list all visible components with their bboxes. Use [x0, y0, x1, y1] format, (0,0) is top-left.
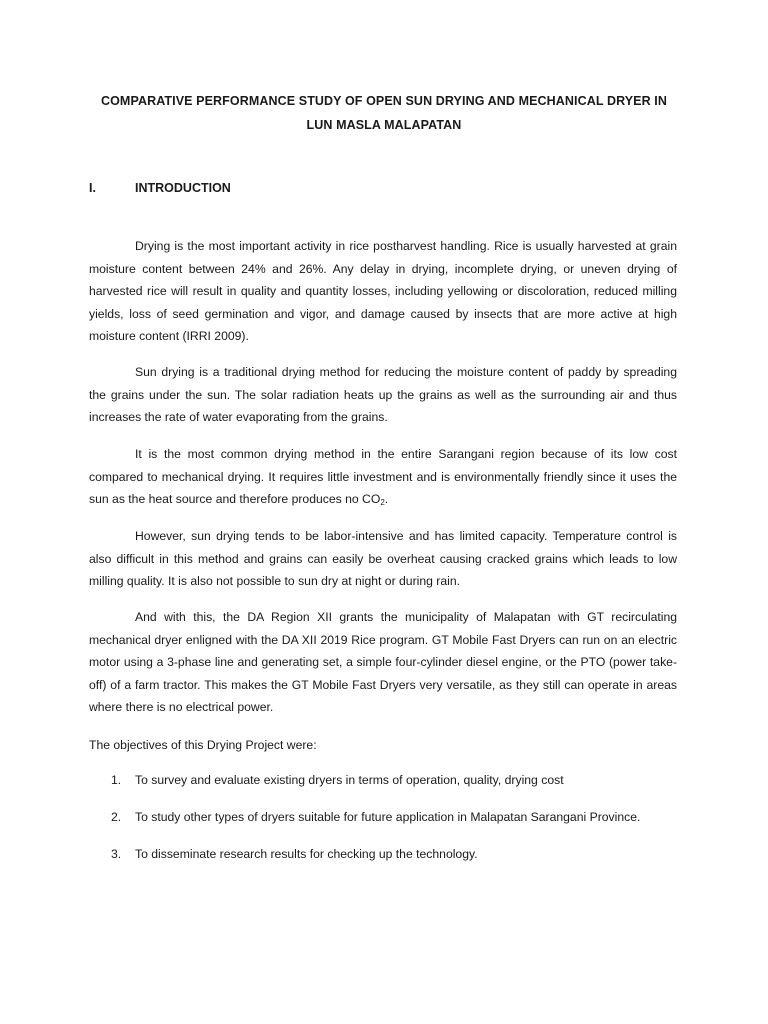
document-title-line-2: LUN MASLA MALAPATAN — [306, 118, 462, 132]
paragraph-3-text: It is the most common drying method in the entire Sarangani region because of its low cost compared to mechanical drying. It requires little investment and is environmentally friendly since it uses the sun as the heat source and therefore produces no CO — [89, 447, 677, 506]
section-heading: INTRODUCTION — [135, 181, 231, 195]
co2-subscript: 2 — [380, 498, 385, 507]
objective-number: 2. — [111, 810, 122, 824]
paragraph-2: Sun drying is a traditional drying method for reducing the moisture content of paddy by spreading the grains under the sun. The solar radiation heats up the grains as well as the surrounding air and thus increases the rate of water evaporating from the grains. — [89, 365, 677, 424]
paragraph-3 — [89, 443, 677, 515]
paragraph-4: However, sun drying tends to be labor-intensive and has limited capacity. Temperature control is also difficult in this method and grains can easily be overheat causing cracked grains which leads to low milling quality. It is also not possible to sun dry at night or during rain. — [89, 529, 677, 588]
objective-text: To disseminate research results for checking up the technology. — [135, 847, 478, 861]
objective-text: To survey and evaluate existing dryers in terms of operation, quality, drying cost — [135, 773, 564, 787]
objectives-intro: The objectives of this Drying Project were: — [89, 738, 317, 752]
paragraph-5: And with this, the DA Region XII grants the municipality of Malapatan with GT recirculating mechanical dryer enligned with the DA XII 2019 Rice program. GT Mobile Fast Dryers can run on an electric motor using a 3-phase line and generating set, a simple four-cylinder diesel engine, or the PTO (power take-off) of a farm tractor. This makes the GT Mobile Fast Dryers very versatile, as they still can operate in areas where there is no electrical power. — [89, 610, 677, 714]
document-title-line-1: COMPARATIVE PERFORMANCE STUDY OF OPEN SUN DRYING AND MECHANICAL DRYER IN — [100, 94, 668, 108]
paragraph-1: Drying is the most important activity in rice postharvest handling. Rice is usually harvested at grain moisture content between 24% and 26%. Any delay in drying, incomplete drying, or uneven drying of harvested rice will result in quality and quantity losses, including yellowing or discoloration, reduced milling yields, loss of seed germination and vigor, and damage caused by insects that are more active at high moisture content (IRRI 2009). — [89, 239, 677, 343]
paragraph-3-period: . — [384, 492, 389, 506]
objective-number: 3. — [111, 847, 122, 861]
objective-text: To study other types of dryers suitable for future application in Malapatan Sarangani Province. — [135, 810, 641, 824]
objective-number: 1. — [111, 773, 122, 787]
section-number: I. — [89, 181, 96, 195]
